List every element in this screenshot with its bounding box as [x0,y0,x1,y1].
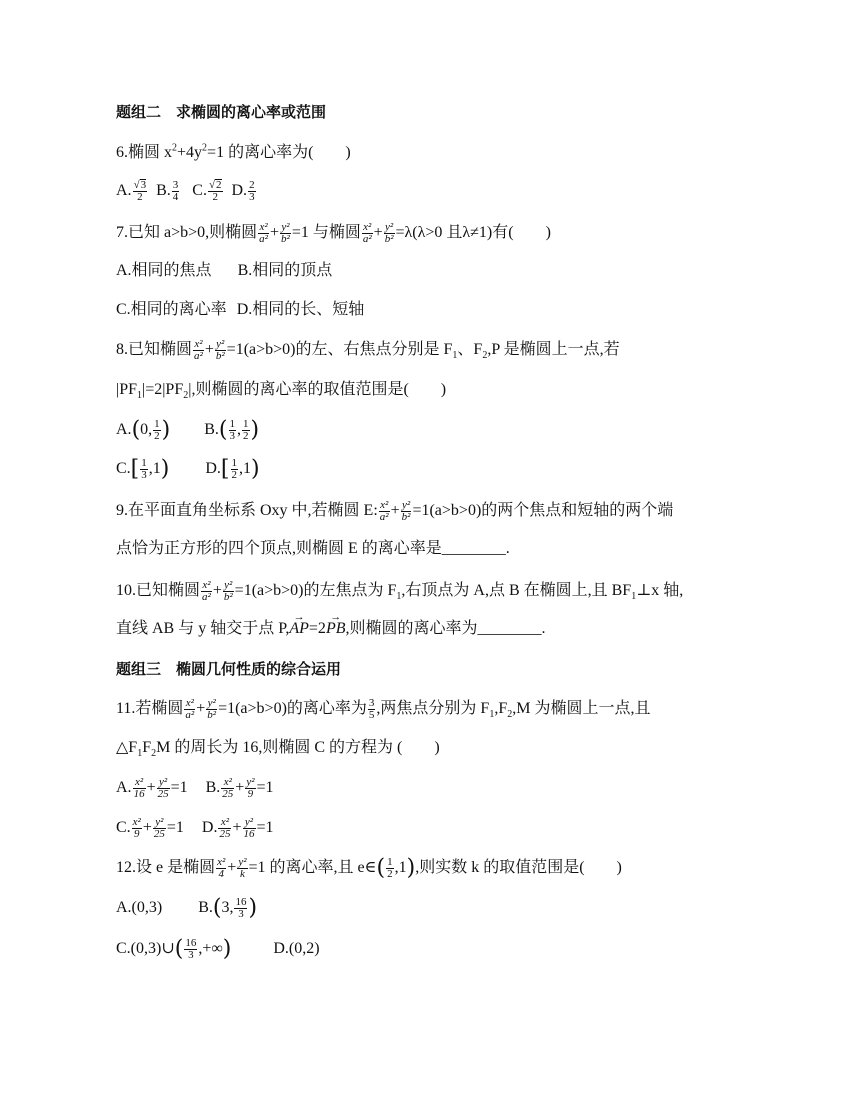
option-a: A. $\frac{√3}{2}$ [116,179,147,204]
question-8-stem: 8.已知椭圆 $\frac{\text{x²}}{\text{a²}}$ + $\frac{\text{y²}}{\text{b²}}$ =1(a>b>0)的左、右焦点分别是 $F_1$、$F_2,P$ 是椭圆上一点,若 [116,337,620,362]
option-b: B. $\frac{3}{4}$ [156,178,179,203]
question-9-stem: 9.在平面直角坐标系 Oxy 中,若椭圆 E: $\frac{\text{x²}}{\text{a²}}$ + $\frac{\text{y²}}{\text{b²}}$ =1(a>b>0)的两个焦点和短轴的两个端 [116,498,674,523]
question-10-line2: 直线 AB 与 y 轴交于点 P,→ AP=2→ PB,则椭圆的离心率为________. [116,616,546,642]
option-b: B. $\frac{\text{x²}}{25}$ + $\frac{\text{y²}}{9}$ =1 [205,775,274,800]
option-c: C. $\frac{\text{x²}}{9}$ + $\frac{\text{y²}}{25}$ =1 [116,815,184,840]
vector-pb: → PB [326,616,346,642]
question-6-stem: 6.椭圆 $x^2+4y^2=1$ 的离心率为( ) [116,142,351,161]
question-12-options-row2 [116,936,320,962]
question-9-line2: 点恰为正方形的四个顶点,则椭圆 E 的离心率是________. [116,540,510,557]
option-a: A.(0, $\frac{1}{2}$ ) [116,417,171,443]
option-a: A.相同的焦点 [116,262,212,279]
option-d: D.[ $\frac{1}{2}$ ,1) [205,456,260,482]
question-12-options-row1 [116,895,257,921]
option-c: C. $\frac{√2}{2}$ [192,179,222,204]
option-a: A.(0,3) [116,899,163,916]
question-7-options-row1 [116,258,332,284]
question-11-stem: 11.若椭圆 $\frac{\text{x²}}{\text{a²}}$ + $\frac{\text{y²}}{\text{b²}}$ =1(a>b>0)的离心率为 $\frac{3}{5}$ ,两焦点分别为 $F_1,F_2,M$ 为椭圆上一点,且 [116,696,651,721]
option-c: C.[ $\frac{1}{3}$ ,1) [116,456,170,482]
option-b: B.相同的顶点 [237,262,333,279]
question-11-options-row1 [116,775,274,801]
question-6-options [116,178,257,204]
section-heading-2: 题组二 求椭圆的离心率或范围 [116,103,327,121]
vector-ap: → AP [289,616,309,642]
question-8-options-row2 [116,456,260,482]
question-8-options-row1 [116,417,259,443]
option-d: D. $\frac{2}{3}$ [231,178,255,203]
question-7-stem: 7.已知 a>b>0,则椭圆 $\frac{\text{x²}}{\text{a²}}$ + $\frac{\text{y²}}{\text{b²}}$ =1 与椭圆 $\frac{\text{x²}}{\text{a²}}$ + $\frac{\text{y²}}{\text{b²}}$ =λ(λ>0 且λ≠1)有( ) [116,220,551,245]
option-d: D.相同的长、短轴 [236,301,365,318]
question-12-stem: 12.设 e 是椭圆 $\frac{\text{x²}}{4}$ + $\frac{\text{y²}}{k}$ =1 的离心率,且 e∈( $\frac{1}{2}$ ,1),则实数 k 的取值范围是( ) [116,855,622,881]
option-d: D. $\frac{\text{x²}}{25}$ + $\frac{\text{y²}}{16}$ =1 [201,815,274,840]
option-a: A. $\frac{\text{x²}}{16}$ + $\frac{\text{y²}}{25}$ =1 [116,775,188,800]
option-c: C.相同的离心率 [116,301,227,318]
question-11-options-row2 [116,815,274,841]
question-10-stem: 10.已知椭圆 $\frac{\text{x²}}{\text{a²}}$ + $\frac{\text{y²}}{\text{b²}}$ =1(a>b>0)的左焦点为 $F_1$,右顶点为 A,点 B 在椭圆上,且 $BF_1\perp x$ 轴, [116,578,684,603]
option-b: B.( $\frac{1}{3}$ , $\frac{1}{2}$ ) [204,417,260,443]
option-c: C.(0,3)∪( $\frac{16}{3}$ ,+∞) [116,936,232,962]
section-heading-3: 题组三 椭圆几何性质的综合运用 [116,660,342,678]
question-7-options-row2 [116,297,364,323]
option-b: B.(3, $\frac{16}{3}$ ) [198,895,258,921]
question-8-line2: $|PF_1|=2|PF_2|$,则椭圆的离心率的取值范围是( ) [116,381,447,402]
option-d: D.(0,2) [273,940,320,957]
question-11-line2: $\triangle F_1F_2M$ 的周长为 16,则椭圆 C 的方程为 ( ) [116,739,440,760]
